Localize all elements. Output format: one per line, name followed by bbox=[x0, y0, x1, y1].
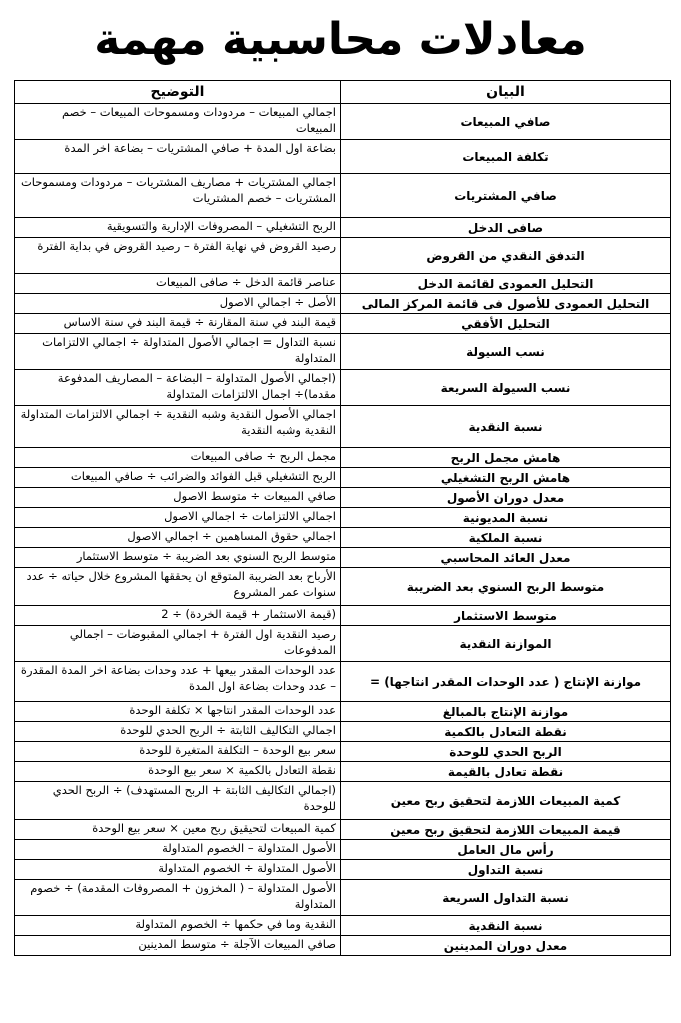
row-term: نقطة التعادل بالكمية bbox=[341, 722, 671, 742]
row-description: اجمالي المبيعات – مردودات ومسموحات المبيعات – خصم المبيعات bbox=[15, 104, 341, 140]
table-row bbox=[15, 370, 671, 406]
row-description: اجمالي المشتريات + مصاريف المشتريات – مردودات ومسموحات المشتريات – خصم المشتريات bbox=[15, 174, 341, 218]
row-description: (اجمالي الأصول المتداولة – البضاعة – المصاريف المدفوعة مقدما)÷ اجمال الالتزامات المتداولة bbox=[15, 370, 341, 406]
table-row bbox=[15, 294, 671, 314]
table-row bbox=[15, 820, 671, 840]
table-row bbox=[15, 568, 671, 606]
table-row bbox=[15, 722, 671, 742]
row-term: التحليل العمودى للأصول فى قائمة المركز المالى bbox=[341, 294, 671, 314]
row-term: نسبة الملكية bbox=[341, 528, 671, 548]
row-description: نسبة التداول = اجمالي الأصول المتداولة ÷ اجمالي الالتزامات المتداولة bbox=[15, 334, 341, 370]
row-description: (قيمة الاستثمار + قيمة الخردة) ÷ 2 bbox=[15, 606, 341, 626]
table-row bbox=[15, 548, 671, 568]
header-term: البيان bbox=[341, 81, 671, 104]
row-term: متوسط الاستثمار bbox=[341, 606, 671, 626]
table-row bbox=[15, 626, 671, 662]
table-row bbox=[15, 606, 671, 626]
table-row bbox=[15, 314, 671, 334]
table-row bbox=[15, 916, 671, 936]
row-description: الربح التشغيلي قبل الفوائد والضرائب ÷ صافي المبيعات bbox=[15, 468, 341, 488]
table-row bbox=[15, 880, 671, 916]
row-term: الربح الحدي للوحدة bbox=[341, 742, 671, 762]
row-description: صافي المبيعات الآجلة ÷ متوسط المدينين bbox=[15, 936, 341, 956]
row-description: عدد الوحدات المقدر انتاجها × تكلفة الوحدة bbox=[15, 702, 341, 722]
row-term: نسبة النقدية bbox=[341, 406, 671, 448]
row-description: (اجمالي التكاليف الثابتة + الربح المستهدف) ÷ الربح الحدي للوحدة bbox=[15, 782, 341, 820]
row-term: هامش مجمل الربح bbox=[341, 448, 671, 468]
table-row bbox=[15, 274, 671, 294]
row-term: موازنة الإنتاج ( عدد الوحدات المقدر انتاجها) = bbox=[341, 662, 671, 702]
row-description: صافي المبيعات ÷ متوسط الاصول bbox=[15, 488, 341, 508]
row-description: مجمل الربح ÷ صافى المبيعات bbox=[15, 448, 341, 468]
row-description: اجمالي حقوق المساهمين ÷ اجمالي الاصول bbox=[15, 528, 341, 548]
row-description: سعر بيع الوحدة – التكلفة المتغيرة للوحدة bbox=[15, 742, 341, 762]
row-term: نسبة التداول السريعة bbox=[341, 880, 671, 916]
row-description: الأرباح بعد الضريبة المتوقع ان يحققها المشروع خلال حياته ÷ عدد سنوات عمر المشروع bbox=[15, 568, 341, 606]
table-row bbox=[15, 508, 671, 528]
row-description: كمية المبيعات لتحيقيق ربح معين × سعر بيع الوحدة bbox=[15, 820, 341, 840]
page-title: معادلات محاسبية مهمة bbox=[94, 14, 587, 65]
table-row bbox=[15, 742, 671, 762]
table-row bbox=[15, 448, 671, 468]
table-header-row bbox=[15, 81, 671, 104]
row-term: نقطة تعادل بالقيمة bbox=[341, 762, 671, 782]
row-description: اجمالي التكاليف الثابتة ÷ الربح الحدي للوحدة bbox=[15, 722, 341, 742]
row-description: الأصول المتداولة – الخصوم المتداولة bbox=[15, 840, 341, 860]
row-term: متوسط الربح السنوي بعد الضريبة bbox=[341, 568, 671, 606]
table-row bbox=[15, 104, 671, 140]
row-description: متوسط الربح السنوي بعد الضريبة ÷ متوسط الاستثمار bbox=[15, 548, 341, 568]
table-row bbox=[15, 140, 671, 174]
table-row bbox=[15, 936, 671, 956]
table-row bbox=[15, 860, 671, 880]
row-term: كمية المبيعات اللازمة لتحقيق ربح معين bbox=[341, 782, 671, 820]
table-row bbox=[15, 702, 671, 722]
table-row bbox=[15, 840, 671, 860]
table-row bbox=[15, 406, 671, 448]
row-description: بضاعة اول المدة + صافي المشتريات – بضاعة اخر المدة bbox=[15, 140, 341, 174]
row-term: نسبة التداول bbox=[341, 860, 671, 880]
row-term: معدل دوران المدينين bbox=[341, 936, 671, 956]
row-term: نسبة النقدية bbox=[341, 916, 671, 936]
row-description: اجمالي الأصول النقدية وشبه النقدية ÷ اجمالي الالتزامات المتداولة النقدية وشبه النقدية bbox=[15, 406, 341, 448]
row-description: عناصر قائمة الدخل ÷ صافى المبيعات bbox=[15, 274, 341, 294]
row-description: النقدية وما في حكمها ÷ الخصوم المتداولة bbox=[15, 916, 341, 936]
table-row bbox=[15, 334, 671, 370]
table-row bbox=[15, 174, 671, 218]
row-description: عدد الوحدات المقدر بيعها + عدد وحدات بضاعة اخر المدة المقدرة – عدد وحدات بضاعة اول المدة bbox=[15, 662, 341, 702]
table-row bbox=[15, 662, 671, 702]
table-row bbox=[15, 488, 671, 508]
row-term: نسبة المديونية bbox=[341, 508, 671, 528]
row-term: نسب السيولة السريعة bbox=[341, 370, 671, 406]
row-term: تكلفة المبيعات bbox=[341, 140, 671, 174]
row-term: صافي المبيعات bbox=[341, 104, 671, 140]
row-description: رصيد القروض في نهاية الفترة – رصيد القروض في بداية الفترة bbox=[15, 238, 341, 274]
table-row bbox=[15, 238, 671, 274]
table-row bbox=[15, 218, 671, 238]
row-description: رصيد النقدية اول الفترة + اجمالي المقبوضات – اجمالي المدفوعات bbox=[15, 626, 341, 662]
row-term: التحليل العمودى لقائمة الدخل bbox=[341, 274, 671, 294]
row-term: قيمة المبيعات اللازمة لتحقيق ربح معين bbox=[341, 820, 671, 840]
row-description: اجمالي الالتزامات ÷ اجمالي الاصول bbox=[15, 508, 341, 528]
row-term: صافى الدخل bbox=[341, 218, 671, 238]
table-row bbox=[15, 528, 671, 548]
row-description: الأصول المتداولة ÷ الخصوم المتداولة bbox=[15, 860, 341, 880]
row-term: الموازنة النقدية bbox=[341, 626, 671, 662]
row-term: التحليل الأفقي bbox=[341, 314, 671, 334]
row-term: نسب السيولة bbox=[341, 334, 671, 370]
row-description: قيمة البند في سنة المقارنة ÷ قيمة البند في سنة الاساس bbox=[15, 314, 341, 334]
row-term: موازنة الإنتاج بالمبالغ bbox=[341, 702, 671, 722]
table-row bbox=[15, 782, 671, 820]
header-description: التوضيح bbox=[15, 81, 341, 104]
row-description: الأصول المتداولة – ( المخزون + المصروفات المقدمة) ÷ خصوم المتداولة bbox=[15, 880, 341, 916]
table-row bbox=[15, 762, 671, 782]
row-term: التدفق النقدي من القروض bbox=[341, 238, 671, 274]
row-term: معدل العائد المحاسبي bbox=[341, 548, 671, 568]
row-description: نقطة التعادل بالكمية × سعر بيع الوحدة bbox=[15, 762, 341, 782]
row-description: الربح التشغيلي – المصروفات الإدارية والتسويقية bbox=[15, 218, 341, 238]
formulas-table bbox=[14, 80, 671, 956]
row-term: رأس مال العامل bbox=[341, 840, 671, 860]
row-description: الأصل ÷ اجمالي الاصول bbox=[15, 294, 341, 314]
row-term: صافي المشتريات bbox=[341, 174, 671, 218]
row-term: هامش الربح التشغيلي bbox=[341, 468, 671, 488]
table-row bbox=[15, 468, 671, 488]
row-term: معدل دوران الأصول bbox=[341, 488, 671, 508]
